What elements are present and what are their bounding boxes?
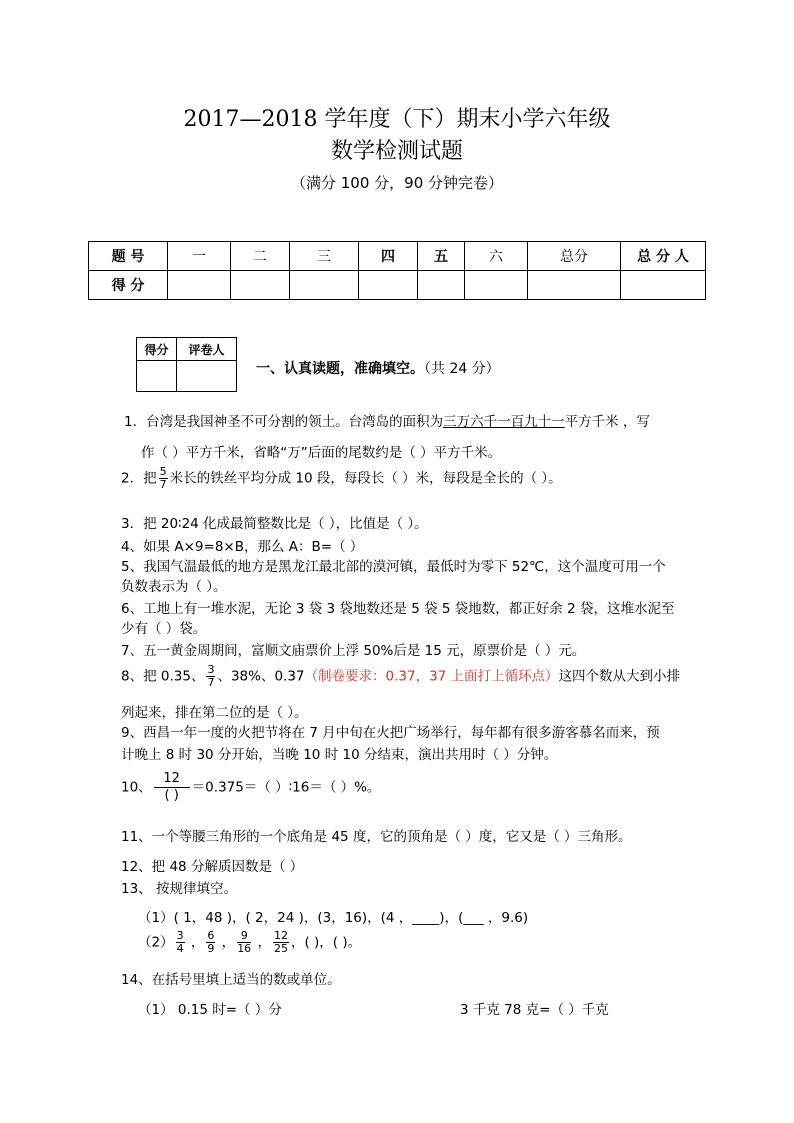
score-cell xyxy=(231,271,290,300)
question-1-line1 xyxy=(124,410,650,430)
page-subtitle: 数学检测试题 xyxy=(330,139,463,164)
score-cell xyxy=(168,271,231,300)
question-5-line1: 5、我国气温最低的地方是黑龙江最北部的漠河镇，最低时为零下 52℃，这个温度可用一个 xyxy=(121,559,666,575)
fraction-denominator: 9 xyxy=(207,942,215,955)
question-8-line2: 列起来，排在第二位的是（ ）。 xyxy=(121,705,308,721)
q2-fraction-denominator: 7 xyxy=(159,478,167,491)
score-cell xyxy=(418,271,465,300)
fraction-numerator: 9 xyxy=(237,930,251,943)
q13-2-fraction xyxy=(176,930,185,955)
q1-underlined-number: 三万六千一百九十一 xyxy=(443,414,565,430)
score-header-cell: 六 xyxy=(465,242,528,271)
question-6-line1: 6、工地上有一堆水泥，无论 3 袋 3 袋地数还是 5 袋 5 袋地数，都正好余 2 袋，这堆水泥至 xyxy=(121,601,675,617)
q8-fraction xyxy=(206,664,215,689)
question-8-line1 xyxy=(121,664,680,689)
score-header-cell: 一 xyxy=(168,242,231,271)
section-points: （共 24 分） xyxy=(424,361,500,377)
fraction-numerator: 3 xyxy=(176,929,184,942)
q10-fraction-denominator: ( ) xyxy=(164,788,179,803)
grader-name-label: 评卷人 xyxy=(177,338,237,361)
q2-text: 2．把 xyxy=(121,470,157,487)
q13-2-fraction xyxy=(273,930,289,955)
fraction-denominator: 16 xyxy=(237,942,252,955)
q2-fraction xyxy=(159,466,168,491)
q8-print-note: （制卷要求：0.37，37 上面打上循环点） xyxy=(304,668,559,685)
separator: ， xyxy=(253,934,271,951)
question-12: 12、把 48 分解质因数是（ ） xyxy=(121,859,304,875)
q1-text: 1．台湾是我国神圣不可分割的领土。台湾岛的面积为 xyxy=(124,414,444,430)
separator: ， xyxy=(186,934,205,951)
q13-2-fraction xyxy=(206,930,215,955)
score-cell xyxy=(528,271,621,300)
question-4: 4、如果 A×9=8×B，那么 A：B=（ ） xyxy=(121,539,364,555)
q8-text-mid: 、38%、0.37 xyxy=(217,668,305,685)
question-13-part1: （1）( 1，48 )，( 2，24 )，(3，16)，(4 ，____)，(___ ，9.6) xyxy=(138,910,529,926)
question-14-part2: 3 千克 78 克=（ ）千克 xyxy=(460,1002,609,1018)
fraction-denominator: 25 xyxy=(273,942,288,955)
question-13: 13、 按规律填空。 xyxy=(121,881,237,897)
grader-box xyxy=(136,337,237,392)
q8-text-end: 这四个数从大到小排 xyxy=(558,668,681,685)
score-header-cell: 总 分 人 xyxy=(621,242,706,271)
separator: ， xyxy=(217,934,236,951)
fraction-numerator: 6 xyxy=(207,929,215,942)
question-9-line1: 9、西昌一年一度的火把节将在 7 月中旬在火把广场举行，每年都有很多游客慕名而来，预 xyxy=(121,725,660,741)
q10-text-end: ＝0.375＝（ ）∶16＝（ ）%。 xyxy=(191,779,381,796)
question-11: 11、一个等腰三角形的一个底角是 45 度，它的顶角是（ ）度，它又是（ ）三角形。 xyxy=(121,829,632,845)
score-header-cell: 四 xyxy=(359,242,418,271)
question-1-line2: 作（ ）平方千米，省略“万”后面的尾数约是（ ）平方千米。 xyxy=(141,445,502,461)
question-5-line2: 负数表示为（ ）。 xyxy=(121,579,227,595)
question-3: 3．把 20∶24 化成最简整数比是（ ），比值是（ ）。 xyxy=(121,516,428,532)
question-7: 7、五一黄金周期间，富顺文庙票价上浮 50%后是 15 元，原票价是（ ）元。 xyxy=(121,643,586,659)
question-14: 14、在括号里填上适当的数或单位。 xyxy=(121,972,341,988)
question-9-line2: 计晚上 8 时 30 分开始，当晚 10 时 10 分结束，演出共用时（ ）分钟。 xyxy=(121,747,558,763)
question-14-part1: （1） 0.15 时=（ ）分 xyxy=(138,1002,282,1018)
score-table xyxy=(88,241,706,300)
score-header-cell: 题 号 xyxy=(89,242,168,271)
fraction-denominator: 4 xyxy=(176,942,184,955)
score-header-cell: 总分 xyxy=(528,242,621,271)
section-title: 一、认真读题，准确填空。 xyxy=(256,361,424,377)
q10-fraction-numerator: 12 xyxy=(154,771,190,788)
score-cell xyxy=(290,271,359,300)
score-header-cell: 五 xyxy=(418,242,465,271)
grader-score-cell xyxy=(137,361,177,392)
score-row-label: 得 分 xyxy=(89,271,168,300)
page-title: 2017—2018 学年度（下）期末小学六年级 xyxy=(183,107,611,132)
exam-note: （满分 100 分，90 分钟完卷） xyxy=(290,174,504,192)
q13-2-text-end: ，( )，( )。 xyxy=(290,934,362,951)
question-10 xyxy=(121,771,380,804)
grader-score-label: 得分 xyxy=(137,338,177,361)
fraction-numerator: 12 xyxy=(273,929,288,942)
q13-2-fraction xyxy=(237,930,251,955)
q8-fraction-denominator: 7 xyxy=(207,676,215,689)
score-table-score-row xyxy=(89,271,706,300)
score-header-cell: 三 xyxy=(290,242,359,271)
score-header-cell: 二 xyxy=(231,242,290,271)
q2-fraction-numerator: 5 xyxy=(159,465,167,478)
q2-text-end: 米长的铁丝平均分成 10 段，每段长（ ）米，每段是全长的（ ）。 xyxy=(169,470,562,487)
question-6-line2: 少有（ ）袋。 xyxy=(121,621,207,637)
q10-fraction xyxy=(154,771,190,804)
score-cell xyxy=(465,271,528,300)
q10-text: 10、 xyxy=(121,779,152,796)
q1-text-end: 平方千米 ，写 xyxy=(564,414,650,430)
grader-name-cell xyxy=(177,361,237,392)
score-table-header-row xyxy=(89,242,706,271)
score-cell xyxy=(621,271,706,300)
section-heading xyxy=(256,358,500,378)
score-cell xyxy=(359,271,418,300)
question-13-part2 xyxy=(138,930,361,955)
q13-2-label: （2） xyxy=(138,934,174,951)
question-2 xyxy=(121,466,562,491)
q8-text: 8、把 0.35、 xyxy=(121,668,205,685)
q8-fraction-numerator: 3 xyxy=(207,663,215,676)
